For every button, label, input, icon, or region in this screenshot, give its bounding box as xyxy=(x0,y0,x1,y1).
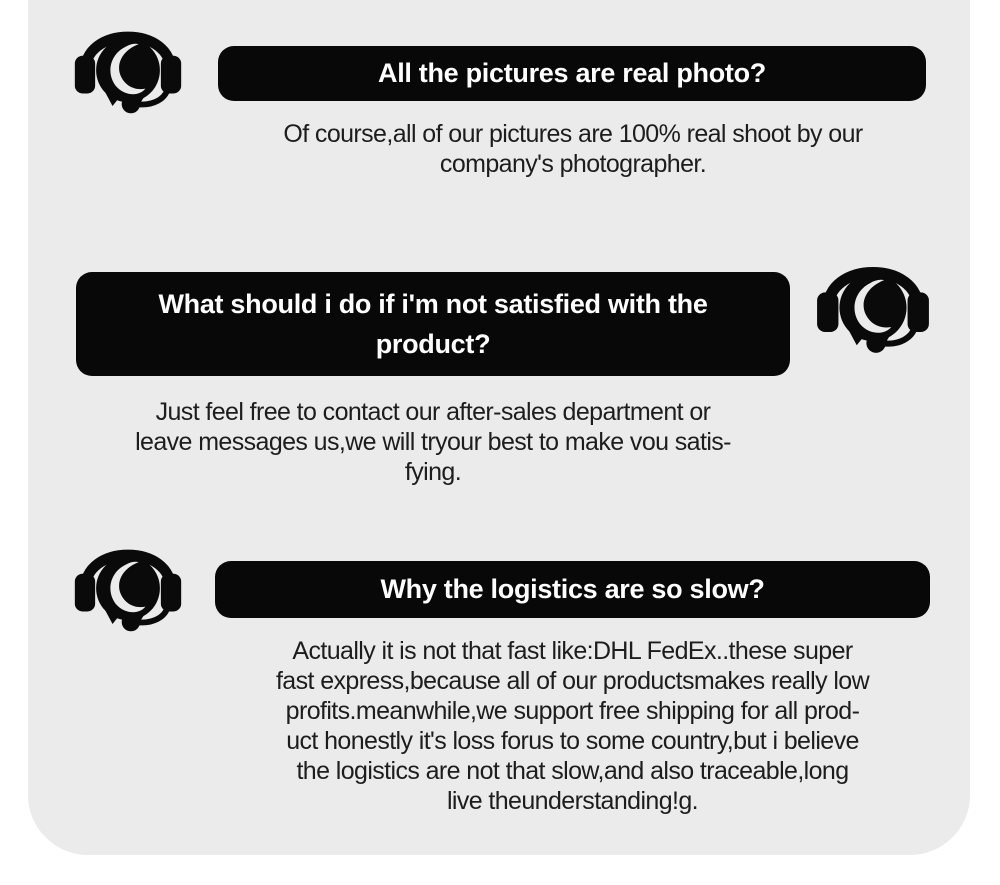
answer-text xyxy=(200,636,945,816)
customer-service-headset-icon xyxy=(70,524,186,638)
answer-text xyxy=(63,397,803,487)
question-text: All the pictures are real photo? xyxy=(378,58,766,88)
customer-service-headset-icon xyxy=(812,240,934,360)
answer-line: fying. xyxy=(404,458,462,486)
answer-line: Of course,all of our pictures are 100% real shoot by our xyxy=(283,120,863,148)
answer-line: fast express,because all of our productsmakes really low xyxy=(275,667,870,695)
answer-line: Just feel free to contact our after-sales department or xyxy=(155,398,711,426)
answer-text xyxy=(203,119,943,179)
question-text: product? xyxy=(375,329,491,359)
answer-line: company's photographer. xyxy=(439,150,707,178)
question-banner xyxy=(76,272,790,376)
question-text: What should i do if i'm not satisfied with the xyxy=(158,289,708,319)
customer-service-headset-icon xyxy=(70,6,186,120)
question-banner xyxy=(218,46,926,101)
answer-line: Actually it is not that fast like:DHL FedEx..these super xyxy=(292,637,853,665)
answer-line: the logistics are not that slow,and also traceable,long xyxy=(296,757,849,785)
answer-line: live theunderstanding!g. xyxy=(446,787,699,815)
question-banner xyxy=(215,561,930,618)
question-text: Why the logistics are so slow? xyxy=(380,574,765,604)
answer-line: profits.meanwhile,we support free shipping for all prod- xyxy=(285,697,860,725)
answer-line: uct honestly it's loss forus to some country,but i believe xyxy=(286,727,859,755)
answer-line: leave messages us,we will tryour best to make vou satis- xyxy=(135,428,731,456)
